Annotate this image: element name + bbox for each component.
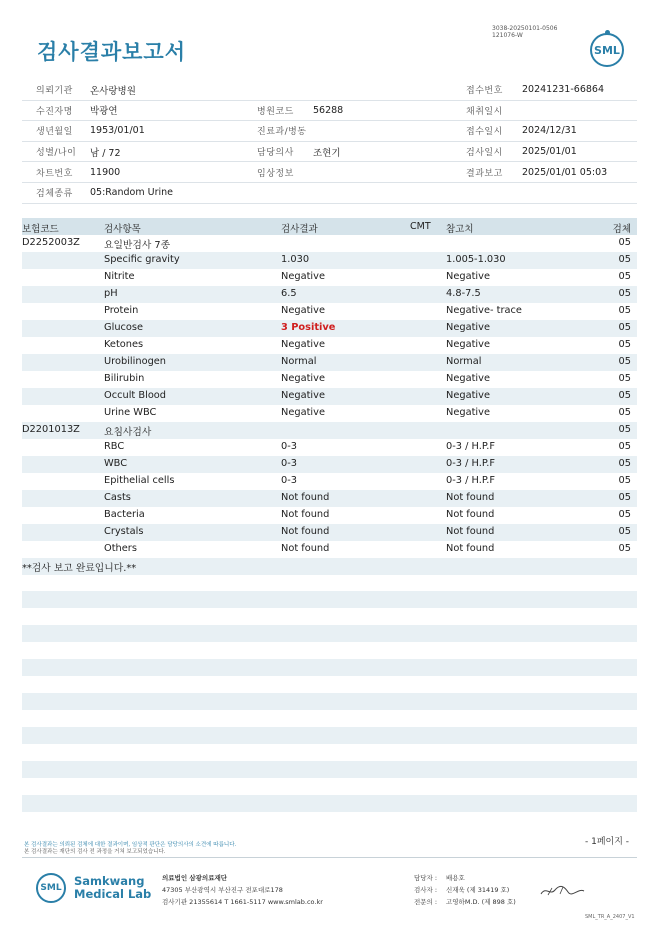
info-label: 차트번호 (36, 168, 73, 179)
info-label: 진료과/병동 (257, 127, 307, 138)
report-title: 검사결과보고서 (37, 40, 187, 64)
report-notes (24, 842, 236, 856)
staff-label: 담당자 : (414, 874, 438, 882)
info-label: 결과보고 (466, 168, 503, 179)
staff-row (414, 872, 516, 884)
cell-specimen: 05 (618, 390, 631, 401)
info-value: 1953/01/01 (90, 125, 145, 137)
cell-insurance-code: D2201013Z (22, 424, 80, 435)
info-row (22, 80, 637, 101)
cell-test-item: WBC (104, 458, 128, 469)
cell-specimen: 05 (618, 339, 631, 350)
brand-name (74, 875, 151, 901)
table-body (22, 235, 637, 575)
info-value: 박광연 (90, 106, 118, 118)
table-row (22, 439, 637, 456)
cell-reference: 1.005-1.030 (446, 254, 506, 265)
empty-row (22, 574, 637, 591)
cell-result: Not found (281, 492, 330, 503)
info-value: 11900 (90, 166, 121, 178)
empty-row (22, 625, 637, 642)
info-label: 성별/나이 (36, 148, 77, 159)
cell-insurance-code: D2252003Z (22, 237, 80, 248)
info-row (22, 101, 637, 122)
info-value: 2025/01/01 (522, 146, 577, 158)
cell-specimen: 05 (618, 458, 631, 469)
staff-value: 고영하M.D. (제 898 호) (446, 898, 516, 906)
header-reference: 참고치 (446, 224, 474, 235)
empty-row (22, 642, 637, 659)
cell-test-item: 요침사검사 (104, 427, 152, 438)
cell-result: Negative (281, 373, 325, 384)
footer-logo-icon: SML (36, 873, 66, 903)
table-row (22, 558, 637, 575)
cell-reference: Negative- trace (446, 305, 522, 316)
sml-logo: SML (590, 33, 624, 67)
table-row (22, 388, 637, 405)
info-row (22, 121, 637, 142)
cell-specimen: 05 (618, 288, 631, 299)
cell-reference: 4.8-7.5 (446, 288, 481, 299)
staff-row (414, 884, 516, 896)
cell-test-item: Occult Blood (104, 390, 167, 401)
info-label: 수진자명 (36, 106, 73, 117)
info-row (22, 162, 637, 183)
document-code (492, 25, 557, 39)
cell-specimen: 05 (618, 305, 631, 316)
info-label: 검사일시 (466, 148, 503, 159)
cell-specimen: 05 (618, 543, 631, 554)
note-line: 본 검사결과는 재단의 검사 전 과정을 거쳐 보고되었습니다. (24, 849, 166, 855)
table-row (22, 422, 637, 439)
table-row (22, 235, 637, 252)
cell-specimen: 05 (618, 441, 631, 452)
cell-specimen: 05 (618, 271, 631, 282)
cell-result: 1.030 (281, 254, 310, 265)
page-number: - 1페이지 - (585, 837, 630, 847)
table-row (22, 524, 637, 541)
info-value: 20241231-66864 (522, 84, 605, 96)
note-line: 본 검사결과는 의뢰된 검체에 대한 결과이며, 임상적 판단은 담당의사의 소견에 따릅니다. (24, 842, 237, 848)
table-row (22, 507, 637, 524)
signature-image (538, 882, 588, 900)
cell-reference: Normal (446, 356, 482, 367)
cell-reference: Not found (446, 543, 495, 554)
cell-reference: 0-3 / H.P.F (446, 475, 495, 486)
empty-table-rows (22, 574, 637, 829)
table-row (22, 354, 637, 371)
header-cmt: CMT (410, 221, 431, 232)
cell-specimen: 05 (618, 237, 631, 248)
cell-test-item: Others (104, 543, 137, 554)
info-value: 56288 (313, 104, 344, 116)
cell-specimen: 05 (618, 356, 631, 367)
empty-row (22, 761, 637, 778)
cell-result: 3 Positive (281, 322, 336, 333)
staff-row (414, 896, 516, 908)
info-label: 담당의사 (257, 148, 294, 159)
info-value: 05:Random Urine (90, 187, 174, 199)
cell-result: Not found (281, 509, 330, 520)
cell-result: Negative (281, 407, 325, 418)
cell-reference: 0-3 / H.P.F (446, 458, 495, 469)
results-table (22, 218, 637, 575)
organization-info (162, 872, 323, 908)
info-value: 2025/01/01 05:03 (522, 166, 608, 178)
info-label: 접수번호 (466, 86, 503, 97)
cell-result: Negative (281, 305, 325, 316)
cell-result: Negative (281, 390, 325, 401)
table-row (22, 371, 637, 388)
header-insurance-code: 보험코드 (22, 224, 59, 235)
cell-result: 0-3 (281, 441, 298, 452)
empty-row (22, 795, 637, 812)
header-specimen: 검체 (612, 224, 631, 235)
empty-row (22, 659, 637, 676)
cell-specimen: 05 (618, 424, 631, 435)
cell-result: 0-3 (281, 475, 298, 486)
cell-specimen: 05 (618, 475, 631, 486)
cell-test-item: Specific gravity (104, 254, 180, 265)
staff-info (414, 872, 516, 908)
cell-test-item: Crystals (104, 526, 144, 537)
cell-result: Normal (281, 356, 317, 367)
cell-specimen: 05 (618, 509, 631, 520)
info-row (22, 142, 637, 163)
cell-result: Negative (281, 271, 325, 282)
info-label: 의뢰기관 (36, 86, 73, 97)
cell-specimen: 05 (618, 492, 631, 503)
info-label: 생년월일 (36, 127, 73, 138)
info-label: 채취일시 (466, 106, 503, 117)
empty-row (22, 744, 637, 761)
brand-line: Medical Lab (74, 887, 152, 901)
footer-brand (36, 873, 151, 903)
org-name: 의료법인 삼광의료재단 (162, 874, 228, 882)
info-value: 남 / 72 (90, 147, 121, 159)
table-row (22, 473, 637, 490)
header-test-item: 검사항목 (104, 224, 141, 235)
cell-reference: 0-3 / H.P.F (446, 441, 495, 452)
cell-reference: Not found (446, 526, 495, 537)
empty-row (22, 591, 637, 608)
cell-specimen: 05 (618, 407, 631, 418)
cell-test-item: Nitrite (104, 271, 135, 282)
empty-row (22, 608, 637, 625)
empty-row (22, 693, 637, 710)
table-row (22, 541, 637, 558)
info-row (22, 183, 637, 204)
cell-test-item: Bilirubin (104, 373, 145, 384)
cell-test-item: RBC (104, 441, 125, 452)
cell-test-item: Ketones (104, 339, 144, 350)
cell-reference: Negative (446, 390, 490, 401)
table-header (22, 218, 637, 235)
cell-test-item: Bacteria (104, 509, 145, 520)
cell-test-item: Urine WBC (104, 407, 157, 418)
cell-reference: Negative (446, 373, 490, 384)
cell-result: Not found (281, 543, 330, 554)
patient-info-block (22, 80, 637, 204)
cell-test-item: Glucose (104, 322, 144, 333)
cell-insurance-code: **검사 보고 완료입니다.** (22, 563, 137, 574)
cell-specimen: 05 (618, 254, 631, 265)
cell-result: Not found (281, 526, 330, 537)
table-row (22, 320, 637, 337)
info-value: 온사랑병원 (90, 85, 136, 97)
empty-row (22, 778, 637, 795)
cell-specimen: 05 (618, 373, 631, 384)
cell-reference: Not found (446, 492, 495, 503)
info-value: 2024/12/31 (522, 125, 577, 137)
empty-row (22, 676, 637, 693)
cell-result: 6.5 (281, 288, 297, 299)
table-row (22, 303, 637, 320)
header-result: 검사결과 (281, 224, 318, 235)
table-row (22, 405, 637, 422)
document-code-line: 121076-W (492, 32, 523, 39)
cell-test-item: Casts (104, 492, 131, 503)
cell-reference: Negative (446, 322, 490, 333)
staff-label: 전문의 : (414, 898, 438, 906)
cell-test-item: pH (104, 288, 118, 299)
info-label: 임상정보 (257, 168, 294, 179)
brand-line: Samkwang (74, 874, 145, 888)
cell-specimen: 05 (618, 526, 631, 537)
cell-result: 0-3 (281, 458, 298, 469)
info-label: 검체종류 (36, 189, 73, 200)
empty-row (22, 812, 637, 829)
footer-divider (22, 857, 637, 858)
table-row (22, 456, 637, 473)
info-label: 병원코드 (257, 106, 294, 117)
table-row (22, 286, 637, 303)
cell-test-item: Protein (104, 305, 139, 316)
table-row (22, 269, 637, 286)
org-address: 47305 부산광역시 부산진구 전포대로178 (162, 886, 283, 894)
staff-value: 배용호 (446, 874, 465, 882)
document-code-line: 3038-20250101-0506 (492, 25, 558, 32)
cell-reference: Negative (446, 407, 490, 418)
cell-test-item: Urobilinogen (104, 356, 167, 367)
staff-label: 검사자 : (414, 886, 438, 894)
cell-test-item: Epithelial cells (104, 475, 175, 486)
cell-reference: Negative (446, 339, 490, 350)
org-contact: 검사기관 21355614 T 1661-5117 www.smlab.co.kr (162, 898, 323, 906)
table-row (22, 337, 637, 354)
cell-reference: Negative (446, 271, 490, 282)
info-value: 조현기 (313, 147, 341, 159)
form-code: SML_TR_A_2407_V1 (585, 914, 635, 920)
cell-result: Negative (281, 339, 325, 350)
staff-value: 신재욱 (제 31419 호) (446, 886, 510, 894)
table-row (22, 252, 637, 269)
cell-test-item: 요일반검사 7종 (104, 240, 171, 251)
empty-row (22, 710, 637, 727)
cell-reference: Not found (446, 509, 495, 520)
info-label: 접수일시 (466, 127, 503, 138)
table-row (22, 490, 637, 507)
empty-row (22, 727, 637, 744)
cell-specimen: 05 (618, 322, 631, 333)
